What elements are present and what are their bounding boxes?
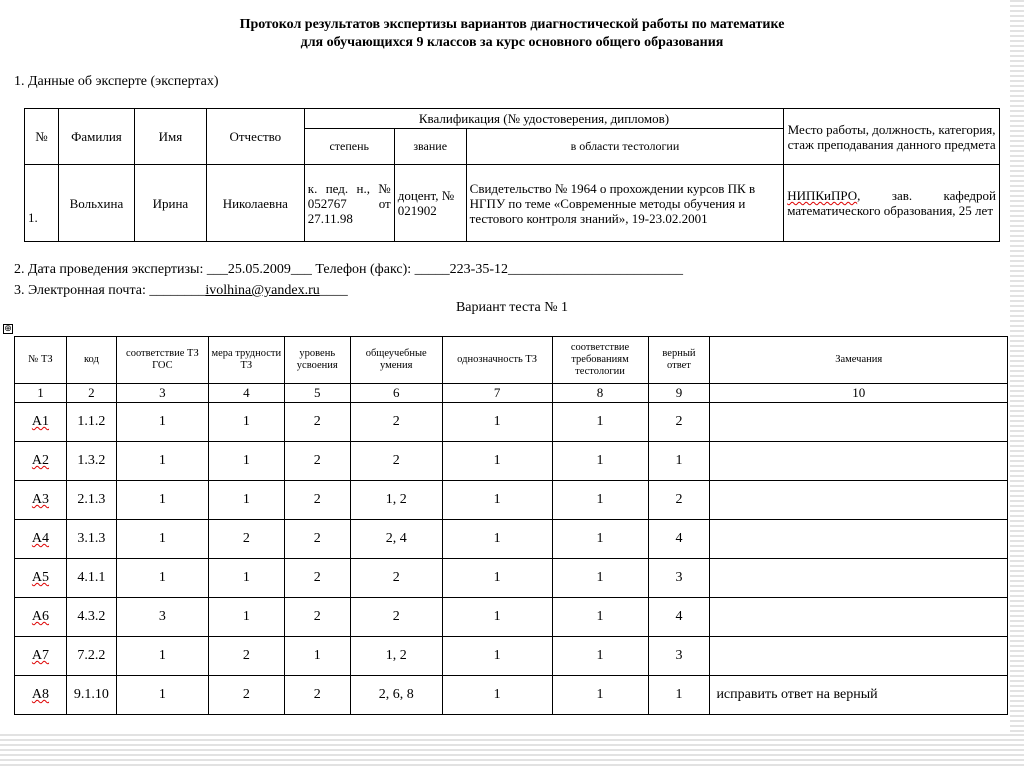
table-cell: 9.1.10 <box>66 676 116 715</box>
test-table-row <box>15 598 1008 637</box>
column-number: 5 <box>284 384 350 403</box>
table-cell: 4 <box>648 598 710 637</box>
move-handle-icon[interactable]: ⊕ <box>4 324 12 334</box>
column-number: 9 <box>648 384 710 403</box>
table-cell: 1 <box>116 442 208 481</box>
table-cell: 1 <box>116 481 208 520</box>
table-cell: 1 <box>208 559 284 598</box>
table-cell: 1 <box>552 520 648 559</box>
table-cell: 3 <box>116 598 208 637</box>
column-number: 2 <box>66 384 116 403</box>
table-cell: 1 <box>442 598 552 637</box>
expert-header-num: № <box>25 109 59 165</box>
table-cell: 4 <box>648 520 710 559</box>
table-cell: 2, 6, 8 <box>350 676 442 715</box>
title-line-2: для обучающихся 9 классов за курс основного общего образования <box>300 35 724 50</box>
test-header-cell: однозначность ТЗ <box>442 337 552 384</box>
expert-row-num: 1. <box>25 165 59 242</box>
task-id: А4 <box>31 531 50 546</box>
table-cell: 2 <box>648 403 710 442</box>
table-cell: 2 <box>350 598 442 637</box>
task-id-cell <box>15 403 67 442</box>
title-line-1: Протокол результатов экспертизы вариантов диагностической работы по математике <box>239 17 785 32</box>
table-cell: 2 <box>284 676 350 715</box>
test-table-row <box>15 403 1008 442</box>
test-header-cell: общеучебные умения <box>350 337 442 384</box>
exam-date-phone-line: 2. Дата проведения экспертизы: ___25.05.2009___ Телефон (факс): _____223-35-12_________________________ <box>14 262 684 277</box>
table-cell: 1 <box>648 442 710 481</box>
test-header-row <box>15 337 1008 384</box>
table-cell: 1 <box>442 403 552 442</box>
column-number: 8 <box>552 384 648 403</box>
table-cell: 1 <box>208 403 284 442</box>
table-cell: 1 <box>552 481 648 520</box>
test-table-row <box>15 637 1008 676</box>
task-id: А7 <box>31 648 50 663</box>
expert-header-surname: Фамилия <box>58 109 134 165</box>
task-id: А8 <box>31 687 50 702</box>
expert-header-patronymic: Отчество <box>206 109 304 165</box>
table-cell: 1 <box>116 403 208 442</box>
table-cell: 1 <box>284 637 350 676</box>
table-cell: 1 <box>208 442 284 481</box>
table-cell: 1 <box>442 637 552 676</box>
expert-row-workplace <box>784 165 1000 242</box>
email-suffix: ____ <box>319 283 348 298</box>
table-cell: 7.2.2 <box>66 637 116 676</box>
table-cell: 2 <box>284 481 350 520</box>
table-cell: 1 <box>552 442 648 481</box>
column-number: 10 <box>710 384 1008 403</box>
email-link[interactable]: ivolhina@yandex.ru <box>205 283 320 298</box>
test-table-row <box>15 559 1008 598</box>
table-cell: 1 <box>116 637 208 676</box>
task-id: А2 <box>31 453 50 468</box>
table-cell: 1 <box>442 559 552 598</box>
expert-header-workplace: Место работы, должность, категория, стаж преподавания данного предмета <box>784 109 1000 165</box>
task-id-cell <box>15 559 67 598</box>
test-table-row <box>15 520 1008 559</box>
test-table-row <box>15 481 1008 520</box>
decorative-stripes-bottom <box>0 734 1024 768</box>
table-cell: 2 <box>284 442 350 481</box>
table-cell: 1 <box>552 637 648 676</box>
table-cell: 2 <box>208 520 284 559</box>
column-number: 3 <box>116 384 208 403</box>
test-table-body <box>15 403 1008 715</box>
test-header-cell: код <box>66 337 116 384</box>
table-cell: 2 <box>284 559 350 598</box>
email-label: 3. Электронная почта: ________ <box>14 283 206 298</box>
table-cell: 1.3.2 <box>66 442 116 481</box>
test-header-cell: уровень усвоения <box>284 337 350 384</box>
remarks-cell <box>710 403 1008 442</box>
table-cell: 1 <box>442 481 552 520</box>
task-id-cell <box>15 598 67 637</box>
table-cell: 1, 2 <box>350 481 442 520</box>
table-cell: 1 <box>116 559 208 598</box>
test-table-row <box>15 676 1008 715</box>
table-cell: 1 <box>208 481 284 520</box>
table-cell: 3 <box>648 559 710 598</box>
column-number: 6 <box>350 384 442 403</box>
workplace-rest: , зав. кафедрой математического образования, 25 лет <box>787 188 996 219</box>
table-cell: 2 <box>648 481 710 520</box>
task-id-cell <box>15 442 67 481</box>
document-title <box>0 16 1024 52</box>
table-cell: 2 <box>350 559 442 598</box>
decorative-stripes-right <box>1010 0 1024 768</box>
table-cell: 1 <box>552 598 648 637</box>
table-cell: 1 <box>208 598 284 637</box>
table-cell: 1 <box>442 442 552 481</box>
table-cell: 3 <box>648 637 710 676</box>
expert-row-degree: к. пед. н., № 052767 от 27.11.98 <box>304 165 394 242</box>
column-number: 4 <box>208 384 284 403</box>
expert-header-testology: в области тестологии <box>466 129 784 165</box>
table-cell: 1 <box>552 403 648 442</box>
remarks-cell <box>710 637 1008 676</box>
table-cell: 2, 4 <box>350 520 442 559</box>
table-cell: 3.1.3 <box>66 520 116 559</box>
task-id-cell <box>15 676 67 715</box>
remarks-cell <box>710 442 1008 481</box>
test-header-cell: № ТЗ <box>15 337 67 384</box>
expert-row-testology: Свидетельство № 1964 о прохождении курсов ПК в НГПУ по теме «Современные методы обучения и тестового контроля знаний», 19-23.02.2001 <box>466 165 784 242</box>
expert-row-surname: Вольхина <box>58 165 134 242</box>
test-table <box>14 336 1008 715</box>
column-number: 7 <box>442 384 552 403</box>
test-header-cell: Замечания <box>710 337 1008 384</box>
table-cell: 1.1.2 <box>66 403 116 442</box>
table-cell: 1 <box>648 676 710 715</box>
table-cell: 1 <box>442 520 552 559</box>
table-cell: 1 <box>552 559 648 598</box>
remarks-cell <box>710 520 1008 559</box>
test-header-cell: соответствие требованиям тестологии <box>552 337 648 384</box>
task-id-cell <box>15 481 67 520</box>
table-cell: 2 <box>208 637 284 676</box>
table-cell: 1 <box>442 676 552 715</box>
expert-header-degree: степень <box>304 129 394 165</box>
table-cell: 2 <box>284 598 350 637</box>
workplace-org: НИПКиПРО <box>787 188 858 204</box>
test-header-cell: соответствие ТЗ ГОС <box>116 337 208 384</box>
expert-row-name: Ирина <box>134 165 206 242</box>
table-cell: 2 <box>284 403 350 442</box>
expert-header-name: Имя <box>134 109 206 165</box>
variant-title: Вариант теста № 1 <box>455 300 569 315</box>
table-cell: 2 <box>350 403 442 442</box>
table-cell: 2 <box>208 676 284 715</box>
remarks-cell: исправить ответ на верный <box>710 676 1008 715</box>
table-cell: 1, 2 <box>350 637 442 676</box>
table-cell: 4.3.2 <box>66 598 116 637</box>
table-cell: 2.1.3 <box>66 481 116 520</box>
remarks-cell <box>710 559 1008 598</box>
test-column-numbers-row <box>15 384 1008 403</box>
task-id: А3 <box>31 492 50 507</box>
table-cell: 1 <box>116 676 208 715</box>
task-id: А5 <box>31 570 50 585</box>
task-id-cell <box>15 520 67 559</box>
remarks-cell <box>710 481 1008 520</box>
test-table-row <box>15 442 1008 481</box>
task-id: А6 <box>31 609 50 624</box>
column-number: 1 <box>15 384 67 403</box>
table-cell: 2 <box>350 442 442 481</box>
section-1-heading: 1. Данные об эксперте (экспертах) <box>14 74 219 89</box>
task-id-cell <box>15 637 67 676</box>
expert-row-patronymic: Николаевна <box>206 165 304 242</box>
table-cell: 2 <box>284 520 350 559</box>
table-cell: 4.1.1 <box>66 559 116 598</box>
task-id: А1 <box>31 414 50 429</box>
expert-header-qualification: Квалификация (№ удостоверения, дипломов) <box>304 109 783 129</box>
expert-row-rank: доцент, № 021902 <box>394 165 466 242</box>
test-header-cell: мера трудности ТЗ <box>208 337 284 384</box>
table-cell: 1 <box>116 520 208 559</box>
email-line <box>14 283 348 299</box>
remarks-cell <box>710 598 1008 637</box>
table-cell: 1 <box>552 676 648 715</box>
test-header-cell: верный ответ <box>648 337 710 384</box>
expert-table <box>24 108 1000 242</box>
expert-header-rank: звание <box>394 129 466 165</box>
